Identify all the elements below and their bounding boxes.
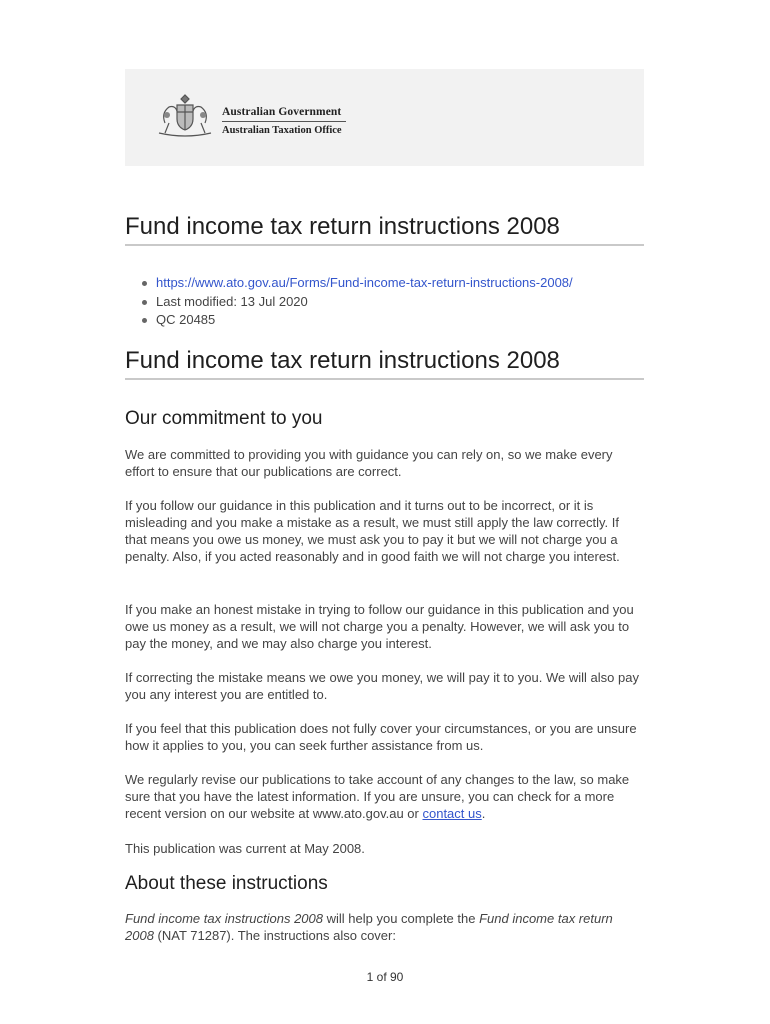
- org-name-ato: Australian Taxation Office: [222, 125, 342, 136]
- contact-us-link[interactable]: contact us: [422, 806, 482, 821]
- meta-qc-code: QC 20485: [125, 311, 573, 330]
- paragraph-text: .: [481, 806, 486, 821]
- paragraph-text: We regularly revise our publications to take account of any changes to the law, so make sure that you have the latest information. If you are unsure, you can check for a more recent version on our website at www.ato.gov.au or: [125, 772, 630, 821]
- paragraph: We are committed to providing you with guidance you can rely on, so we make every effort to ensure that our publications are correct.: [125, 447, 613, 479]
- page-title-main: Fund income tax return instructions 2008: [125, 346, 644, 380]
- paragraph-text: will help you complete the: [323, 911, 480, 926]
- page-number: 1 of 90: [366, 970, 404, 984]
- paragraph: If correcting the mistake means we owe you money, we will pay it to you. We will also pay you any interest you are entitled to.: [125, 670, 639, 702]
- section-heading-about: About these instructions: [125, 873, 328, 894]
- ato-header-banner: [125, 69, 644, 166]
- paragraph-with-link: [125, 771, 644, 822]
- paragraph: If you feel that this publication does not fully cover your circumstances, or you are unsure how it applies to you, you can seek further assistance from us.: [125, 721, 637, 753]
- document-meta-list: [125, 274, 573, 330]
- section-heading-commitment: Our commitment to you: [125, 408, 323, 429]
- meta-last-modified: Last modified: 13 Jul 2020: [125, 293, 573, 312]
- org-name-government: Australian Government: [222, 106, 342, 118]
- source-url-link[interactable]: https://www.ato.gov.au/Forms/Fund-income-tax-return-instructions-2008/: [156, 275, 573, 290]
- meta-url-item: [125, 274, 573, 293]
- logo-divider: [222, 121, 346, 122]
- ato-wordmark: [222, 106, 346, 136]
- paragraph: If you follow our guidance in this publication and it turns out to be incorrect, or it is misleading and you make a mistake as a result, we must still apply the law correctly. If that means you owe us money, we must ask you to pay it but we will not charge you a penalty. Also, if you acted reasonably and in good faith we will not charge you interest.: [125, 498, 620, 564]
- paragraph: This publication was current at May 2008.: [125, 841, 365, 856]
- paragraph-about: [125, 910, 644, 944]
- paragraph: If you make an honest mistake in trying to follow our guidance in this publication and you owe us money as a result, we will not charge you a penalty. However, we will ask you to pay the money, and we may also charge you interest.: [125, 602, 634, 651]
- publication-title: Fund income tax instructions 2008: [125, 911, 323, 926]
- form-title: Fund income tax return 2008: [125, 911, 613, 943]
- paragraph-text: (NAT 71287). The instructions also cover:: [153, 928, 396, 943]
- page-title-top: Fund income tax return instructions 2008: [125, 212, 644, 246]
- coat-of-arms-icon: [151, 93, 219, 141]
